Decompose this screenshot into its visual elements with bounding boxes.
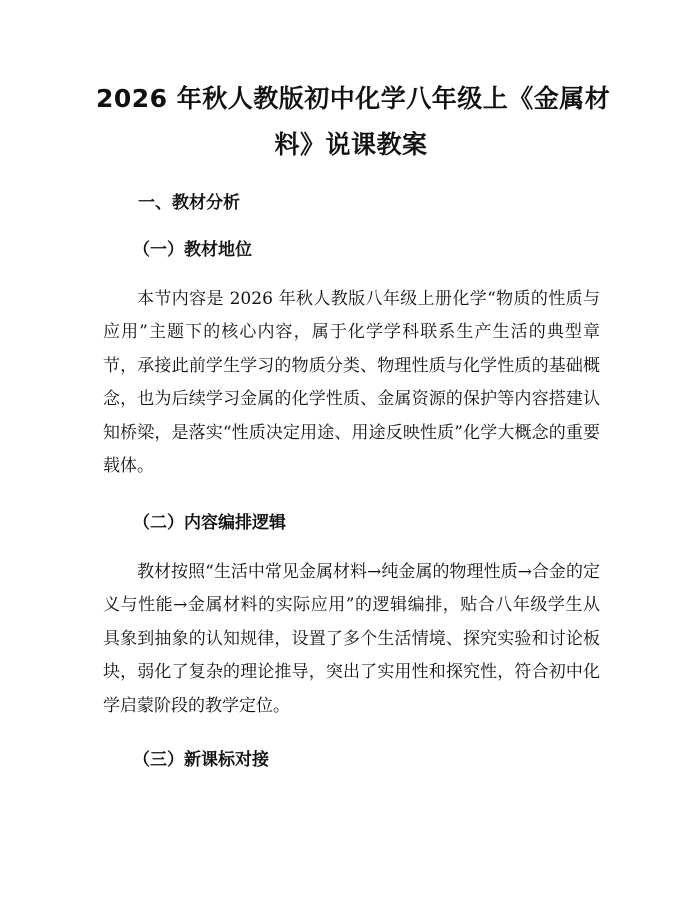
- subsection-heading-position: （一）教材地位: [133, 240, 252, 260]
- title-line-2: 料》说课教案: [274, 130, 428, 159]
- title-line-1: 2026 年秋人教版初中化学八年级上《金属材: [96, 84, 611, 113]
- subsection-heading-curriculum-standards: （三）新课标对接: [133, 750, 269, 770]
- subsection-heading-content-arrangement: （二）内容编排逻辑: [133, 513, 286, 533]
- paragraph-content-arrangement: 教材按照“生活中常见金属材料→纯金属的物理性质→合金的定义与性能→金属材料的实际应用”的逻辑编排，贴合八年级学生从具象到抽象的认知规律，设置了多个生活情境、探究实验和讨论板块，弱化了复杂的理论推导，突出了实用性和探究性，符合初中化学启蒙阶段的教学定位。: [103, 562, 600, 716]
- paragraph-textbook-position: 本节内容是 2026 年秋人教版八年级上册化学“物质的性质与应用”主题下的核心内容，属于化学学科联系生产生活的典型章节，承接此前学生学习的物质分类、物理性质与化学性质的基础概念，也为后续学习金属的化学性质、金属资源的保护等内容搭建认知桥梁，是落实“性质决定用途、用途反映性质”化学大概念的重要载体。: [103, 289, 600, 477]
- section-heading-textbook-analysis: 一、教材分析: [138, 193, 240, 213]
- document-title: [96, 76, 611, 168]
